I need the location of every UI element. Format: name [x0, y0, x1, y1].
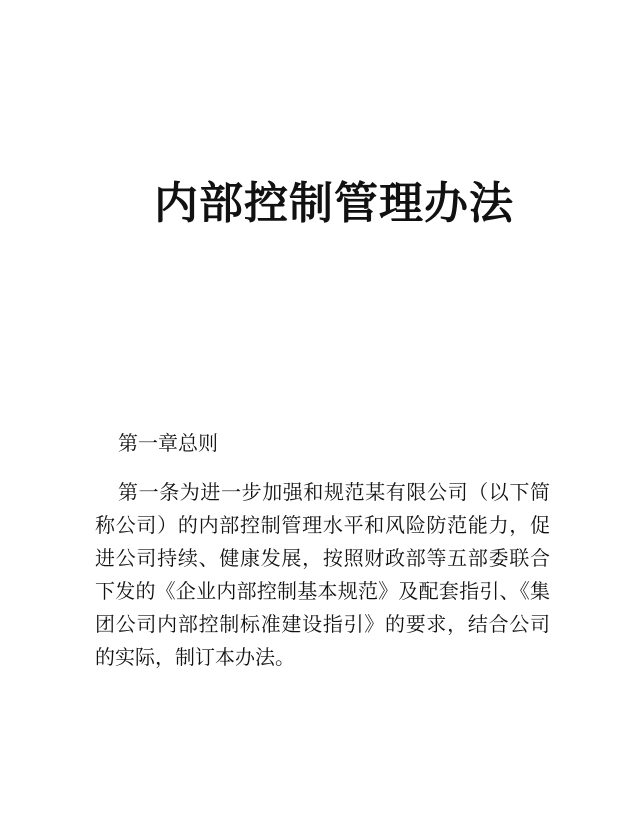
chapter-heading: 第一章总则 [118, 431, 218, 455]
document-title: 内部控制管理办法 [154, 178, 514, 229]
article-paragraph: 第一条为进一步加强和规范某有限公司（以下简称公司）的内部控制管理水平和风险防范能力，促进公司持续、健康发展，按照财政部等五部委联合下发的《企业内部控制基本规范》及配套指引、《集团公司内部控制标准建设指引》的要求，结合公司的实际，制订本办法。 [95, 480, 550, 669]
